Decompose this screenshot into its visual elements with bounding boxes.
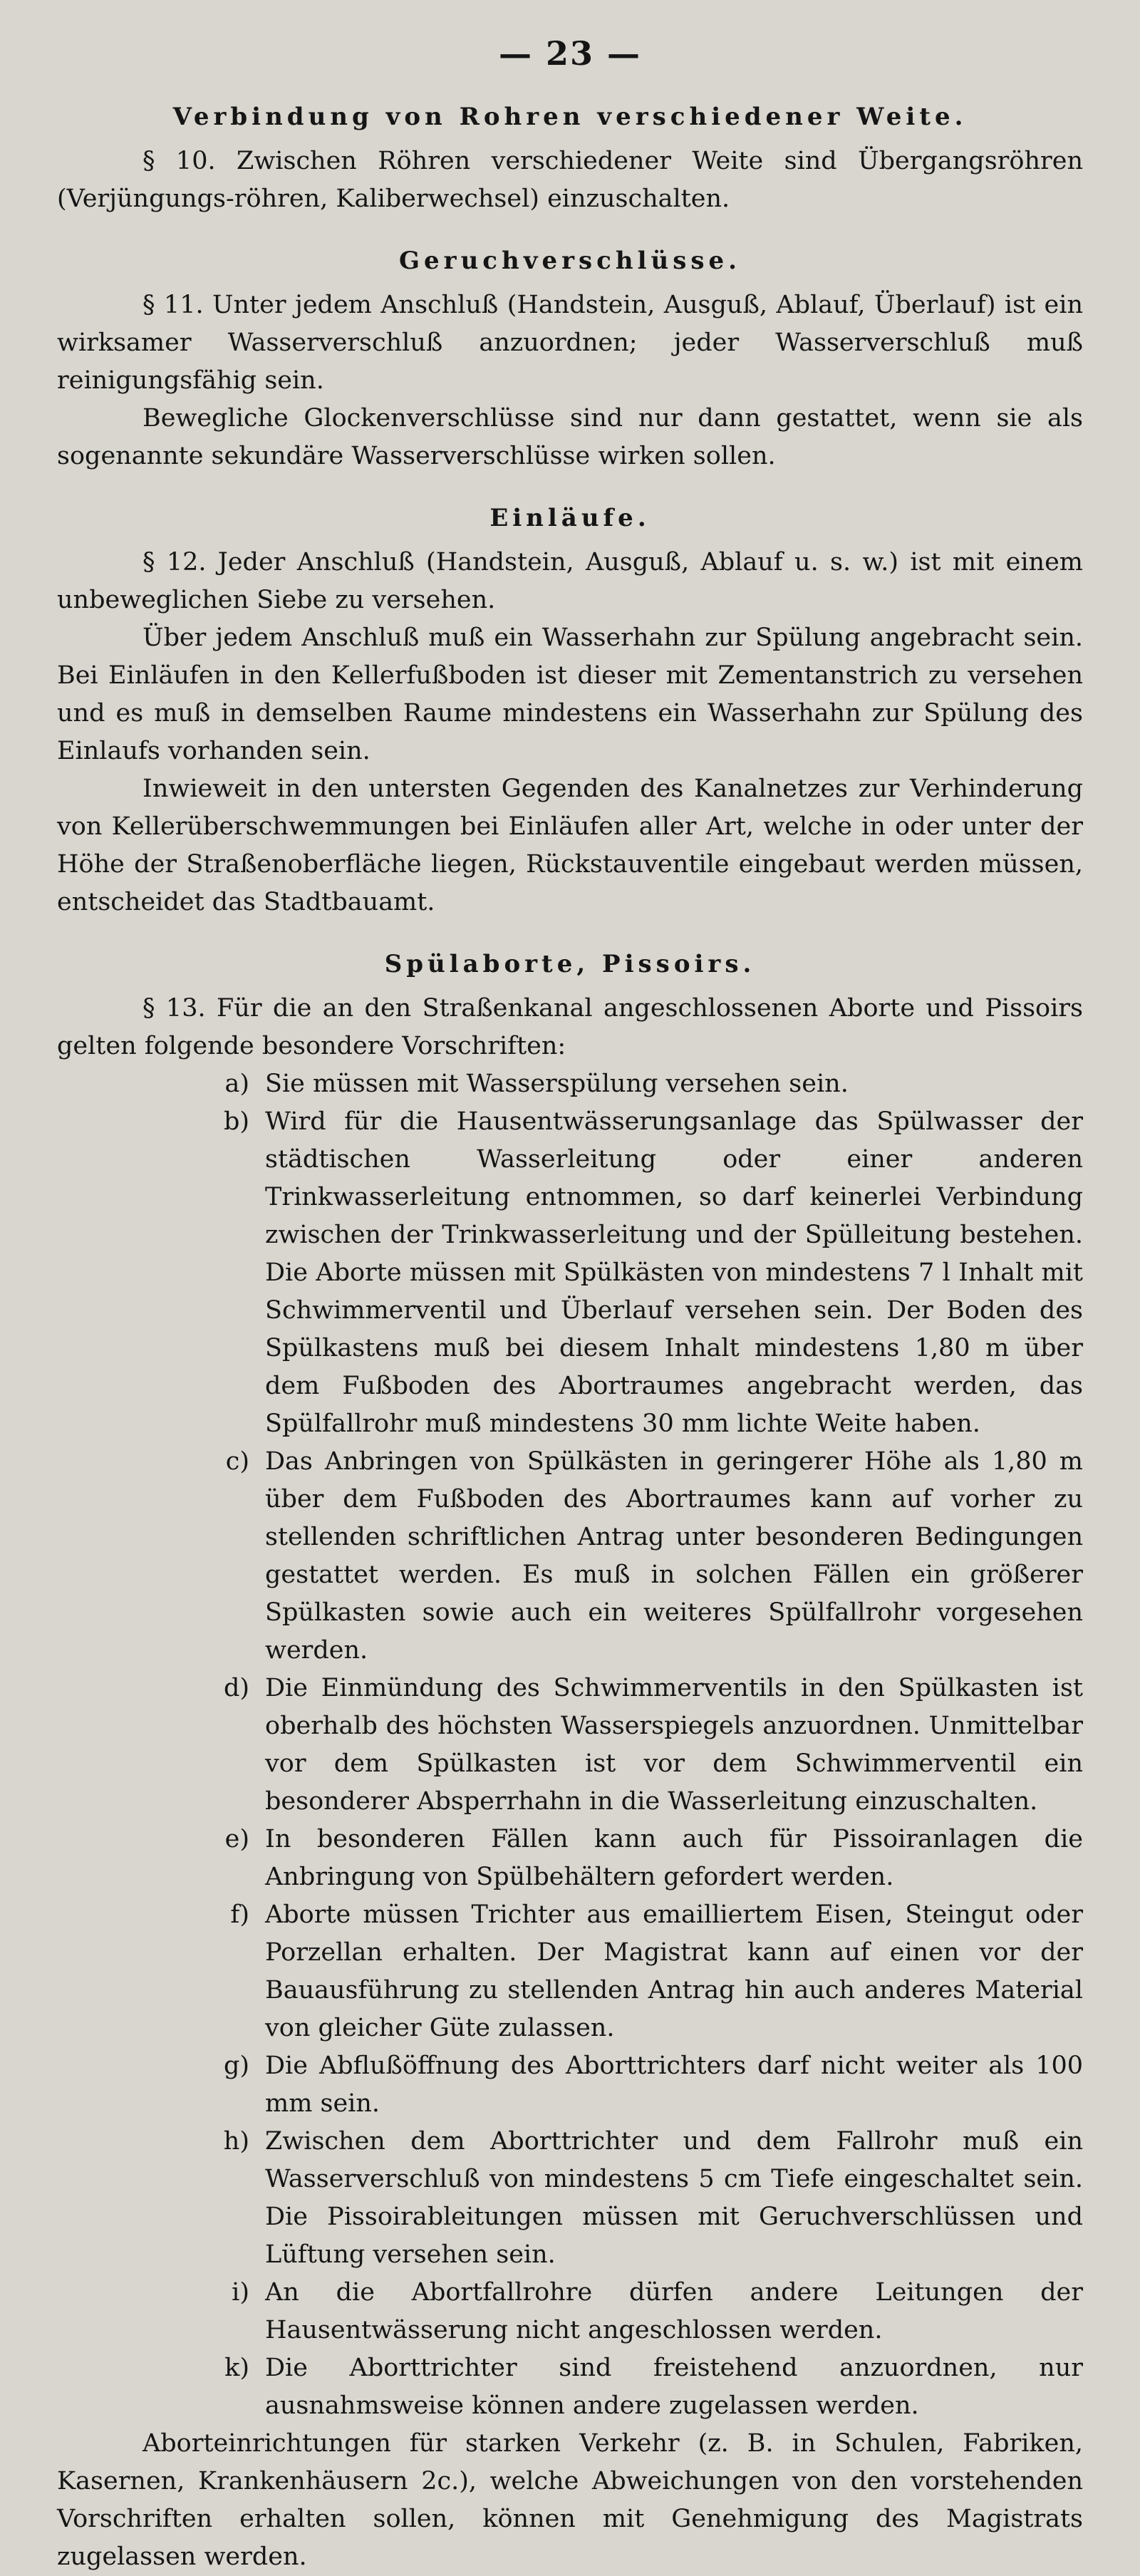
list-item-label: g) <box>223 2052 249 2080</box>
list-item-text: An die Abortfallrohre dürfen andere Leitungen der Hausentwässerung nicht angeschlossen werden. <box>265 2278 1083 2344</box>
list-item-label: c) <box>225 1447 249 1476</box>
list-item-text: Zwischen dem Aborttrichter und dem Fallrohr muß ein Wasserverschluß von mindestens 5 cm Tiefe eingeschaltet sein. Die Pissoirableitungen müssen mit Geruchverschlüssen und Lüftung versehen sein. <box>265 2127 1083 2269</box>
list-item <box>57 2349 1083 2425</box>
list-item <box>57 1896 1083 2047</box>
page-number: — 23 — <box>498 34 642 73</box>
list-item-text: Wird für die Hausentwässerungsanlage das Spülwasser der städtischen Wasserleitung oder einer anderen Trinkwasserleitung entnommen, so darf keinerlei Verbindung zwischen der Trinkwasserleitung und der Spülleitung bestehen. Die Aborte müssen mit Spülkästen von mindestens 7 l Inhalt mit Schwimmerventil und Überlauf versehen sein. Der Boden des Spülkastens muß bei diesem Inhalt mindestens 1,80 m über dem Fußboden des Abortraumes angebracht werden, das Spülfallrohr muß mindestens 30 mm lichte Weite haben. <box>265 1107 1083 1438</box>
list-item <box>57 1103 1083 1443</box>
list-item-text: Die Aborttrichter sind freistehend anzuordnen, nur ausnahmsweise können andere zugelassen werden. <box>265 2354 1083 2420</box>
list-item-label: h) <box>223 2127 249 2156</box>
list-item <box>57 1065 1083 1103</box>
list-item-text: Sie müssen mit Wasserspülung versehen sein. <box>265 1070 849 1098</box>
list-item-text: Aborte müssen Trichter aus emailliertem Eisen, Steingut oder Porzellan erhalten. Der Magistrat kann auf einen vor der Bauausführung zu stellenden Antrag hin auch anderes Material von gleicher Güte zulassen. <box>265 1900 1083 2042</box>
section-12-heading: Einläufe. <box>489 504 651 532</box>
list-item-text: Das Anbringen von Spülkästen in geringerer Höhe als 1,80 m über dem Fußboden des Abortraumes kann auf vorher zu stellenden schriftlichen Antrag unter besonderen Bedingungen gestattet werden. Es muß in solchen Fällen ein größerer Spülkasten sowie auch ein weiteres Spülfallrohr vorgesehen werden. <box>265 1447 1083 1665</box>
section-11-heading: Geruchverschlüsse. <box>399 247 741 275</box>
list-item <box>57 2123 1083 2274</box>
list-item-text: Die Abflußöffnung des Aborttrichters darf nicht weiter als 100 mm sein. <box>265 2052 1083 2118</box>
section-10-heading: Verbindung von Rohren verschiedener Weite. <box>172 103 968 131</box>
list-item-label: d) <box>223 1674 249 1702</box>
list-item-label: a) <box>224 1070 249 1098</box>
section-13-list <box>57 1065 1083 2425</box>
list-item <box>57 2274 1083 2349</box>
list-item-label: i) <box>232 2278 249 2307</box>
list-item-label: f) <box>230 1900 249 1929</box>
list-item-label: b) <box>223 1107 249 1136</box>
section-13-heading: Spülaborte, Pissoirs. <box>384 950 756 978</box>
list-item <box>57 2047 1083 2123</box>
list-item <box>57 1821 1083 1896</box>
section-11-paragraph-1: § 11. Unter jedem Anschluß (Handstein, Ausguß, Ablauf, Überlauf) ist ein wirksamer Wasserverschluß anzuordnen; jeder Wasserverschluß muß reinigungsfähig sein. <box>57 291 1083 395</box>
list-item <box>57 1443 1083 1670</box>
section-11-paragraph-2: Bewegliche Glockenverschlüsse sind nur dann gestattet, wenn sie als sogenannte sekundäre Wasserverschlüsse wirken sollen. <box>57 404 1083 470</box>
list-item-text: In besonderen Fällen kann auch für Pissoiranlagen die Anbringung von Spülbehältern gefordert werden. <box>265 1825 1083 1891</box>
list-item <box>57 1670 1083 1821</box>
section-13-closing: Aborteinrichtungen für starken Verkehr (z. B. in Schulen, Fabriken, Kasernen, Krankenhäusern 2c.), welche Abweichungen von den vorstehenden Vorschriften erhalten sollen, können mit Genehmigung des Magistrats zugelassen werden. <box>57 2429 1083 2571</box>
section-12-paragraph-2: Über jedem Anschluß muß ein Wasserhahn zur Spülung angebracht sein. Bei Einläufen in den Kellerfußboden ist dieser mit Zementanstrich zu versehen und es muß in demselben Raume mindestens ein Wasserhahn zur Spülung des Einlaufs vorhanden sein. <box>57 624 1083 765</box>
list-item-label: e) <box>224 1825 249 1853</box>
section-12-paragraph-3: Inwieweit in den untersten Gegenden des Kanalnetzes zur Verhinderung von Kellerüberschwemmungen bei Einläufen aller Art, welche in oder unter der Höhe der Straßenoberfläche liegen, Rückstauventile eingebaut werden müssen, entscheidet das Stadtbauamt. <box>57 775 1083 916</box>
list-item-text: Die Einmündung des Schwimmerventils in den Spülkasten ist oberhalb des höchsten Wasserspiegels anzuordnen. Unmittelbar vor dem Spülkasten ist vor dem Schwimmerventil ein besonderer Absperrhahn in die Wasserleitung einzuschalten. <box>265 1674 1083 1816</box>
list-item-label: k) <box>224 2354 249 2382</box>
section-13-intro: § 13. Für die an den Straßenkanal angeschlossenen Aborte und Pissoirs gelten folgende besondere Vorschriften: <box>57 994 1083 1060</box>
section-12-paragraph-1: § 12. Jeder Anschluß (Handstein, Ausguß, Ablauf u. s. w.) ist mit einem unbeweglichen Siebe zu versehen. <box>57 548 1083 614</box>
section-10-text: § 10. Zwischen Röhren verschiedener Weite sind Übergangsröhren (Verjüngungs-röhren, Kaliberwechsel) einzuschalten. <box>57 147 1083 213</box>
